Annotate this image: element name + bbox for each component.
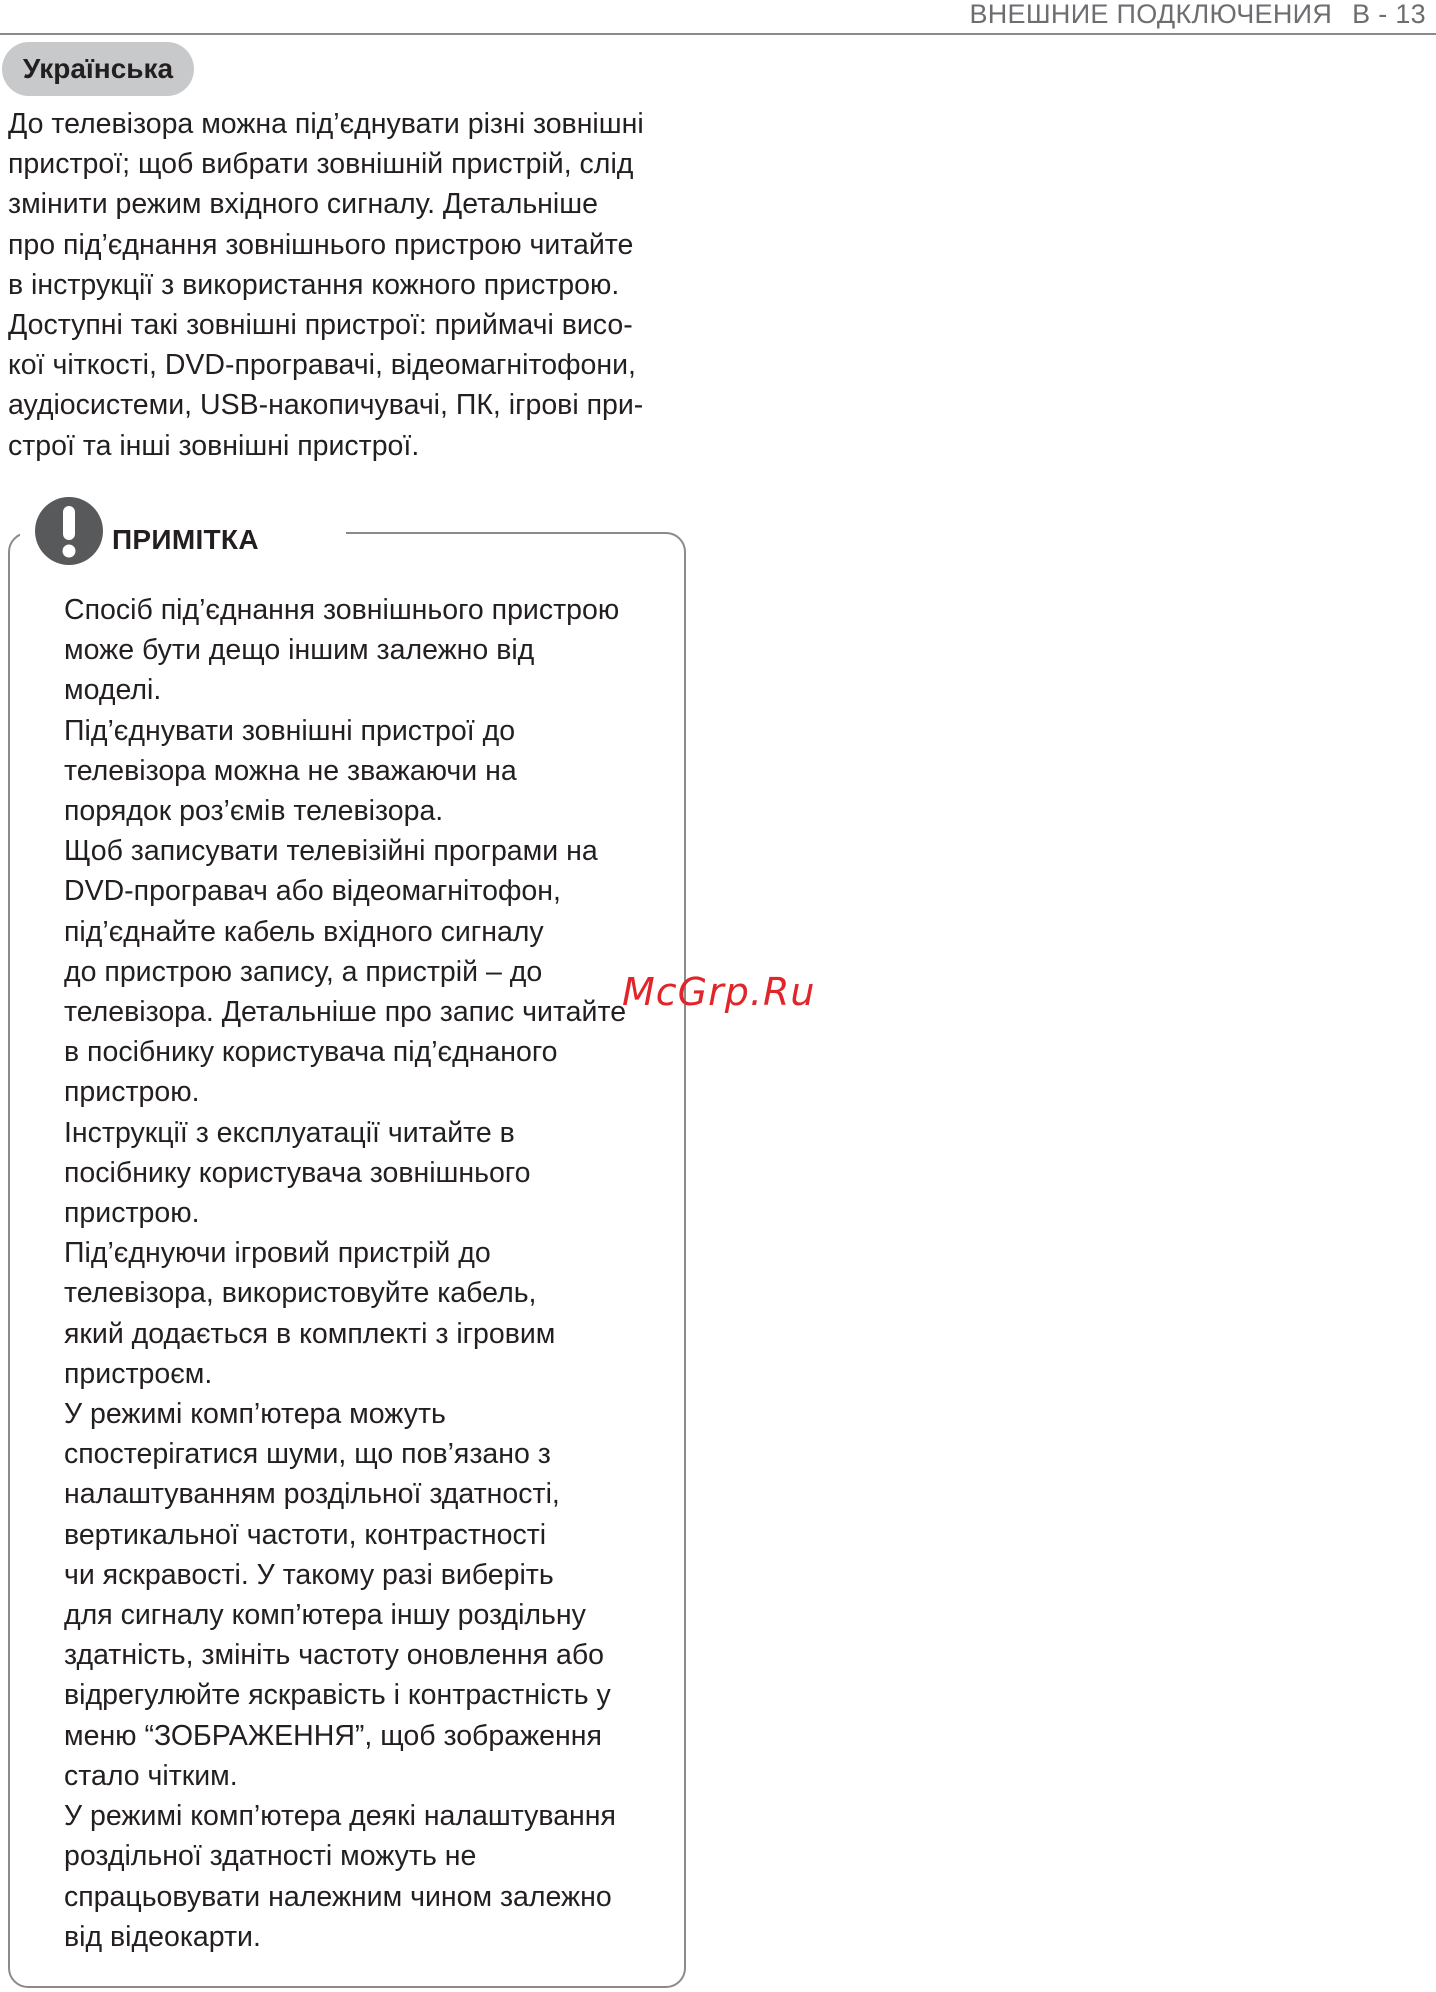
intro-line: змінити режим вхідного сигналу. Детальніше: [8, 188, 598, 221]
note-line: Інструкції з експлуатації читайте в: [64, 1116, 515, 1149]
note-line: У режимі комп’ютера деякі налаштування: [64, 1800, 616, 1833]
section-title: ВНЕШНИЕ ПОДКЛЮЧЕНИЯ: [969, 0, 1333, 29]
running-header: [969, 0, 1426, 28]
page-number: В - 13: [1352, 0, 1426, 29]
note-line: пристрою.: [64, 1076, 200, 1109]
intro-line: в інструкції з використання кожного пристрою.: [8, 268, 620, 301]
note-line: в посібнику користувача під’єднаного: [64, 1036, 558, 1069]
note-line: здатність, змініть частоту оновлення або: [64, 1639, 604, 1672]
language-tab: Українська: [2, 42, 194, 96]
note-line: стало чітким.: [64, 1759, 238, 1792]
note-line: телевізора. Детальніше про запис читайте: [64, 996, 627, 1029]
page-header: [0, 0, 1436, 32]
note-line: відрегулюйте яскравість і контрастність у: [64, 1679, 611, 1712]
note-line: може бути дещо іншим залежно від: [64, 634, 535, 667]
note-line: пристрою.: [64, 1197, 200, 1230]
note-line: телевізора, використовуйте кабель,: [64, 1277, 537, 1310]
intro-paragraph: [8, 104, 708, 466]
note-line: пристроєм.: [64, 1357, 213, 1390]
intro-line: строї та інші зовнішні пристрої.: [8, 429, 420, 462]
note-line: Під’єднуючи ігровий пристрій до: [64, 1237, 491, 1270]
note-line: для сигналу комп’ютера іншу роздільну: [64, 1599, 586, 1632]
intro-line: кої чіткості, DVD-програвачі, відеомагнітофони,: [8, 349, 636, 382]
note-body: [64, 590, 704, 1957]
note-title: ПРИМІТКА: [112, 524, 259, 555]
note-line: спрацьовувати належним чином залежно: [64, 1880, 612, 1913]
note-line: посібнику користувача зовнішнього: [64, 1156, 531, 1189]
note-line: роздільної здатності можуть не: [64, 1840, 477, 1873]
intro-line: пристрої; щоб вибрати зовнішній пристрій, слід: [8, 148, 634, 181]
note-line: чи яскравості. У такому разі виберіть: [64, 1558, 554, 1591]
exclamation-icon: [34, 496, 104, 566]
note-line: У режимі комп’ютера можуть: [64, 1398, 446, 1431]
note-line: Під’єднувати зовнішні пристрої до: [64, 714, 516, 747]
note-line: меню “ЗОБРАЖЕННЯ”, щоб зображення: [64, 1719, 602, 1752]
note-line: DVD-програвач або відеомагнітофон,: [64, 875, 561, 908]
intro-line: аудіосистеми, USB-накопичувачі, ПК, ігрові при-: [8, 389, 644, 422]
note-line: вертикальної частоти, контрастності: [64, 1518, 547, 1551]
note-line: моделі.: [64, 674, 162, 707]
header-divider: [0, 33, 1436, 35]
intro-line: До телевізора можна під’єднувати різні зовнішні: [8, 108, 644, 140]
note-line: телевізора можна не зважаючи на: [64, 754, 517, 787]
note-line: порядок роз’ємів телевізора.: [64, 795, 444, 828]
note-line: який додається в комплекті з ігровим: [64, 1317, 556, 1350]
note-line: до пристрою запису, а пристрій – до: [64, 955, 543, 988]
watermark: McGrp.Ru: [622, 970, 816, 1014]
note-line: Спосіб під’єднання зовнішнього пристрою: [64, 594, 620, 626]
note-line: Щоб записувати телевізійні програми на: [64, 835, 598, 868]
note-line: від відеокарти.: [64, 1920, 261, 1953]
note-line: налаштуванням роздільної здатності,: [64, 1478, 560, 1511]
note-line: спостерігатися шуми, що пов’язано з: [64, 1438, 551, 1471]
intro-line: Доступні такі зовнішні пристрої: приймачі висо-: [8, 309, 633, 342]
note-line: під’єднайте кабель вхідного сигналу: [64, 915, 544, 948]
intro-line: про під’єднання зовнішнього пристрою читайте: [8, 228, 634, 261]
